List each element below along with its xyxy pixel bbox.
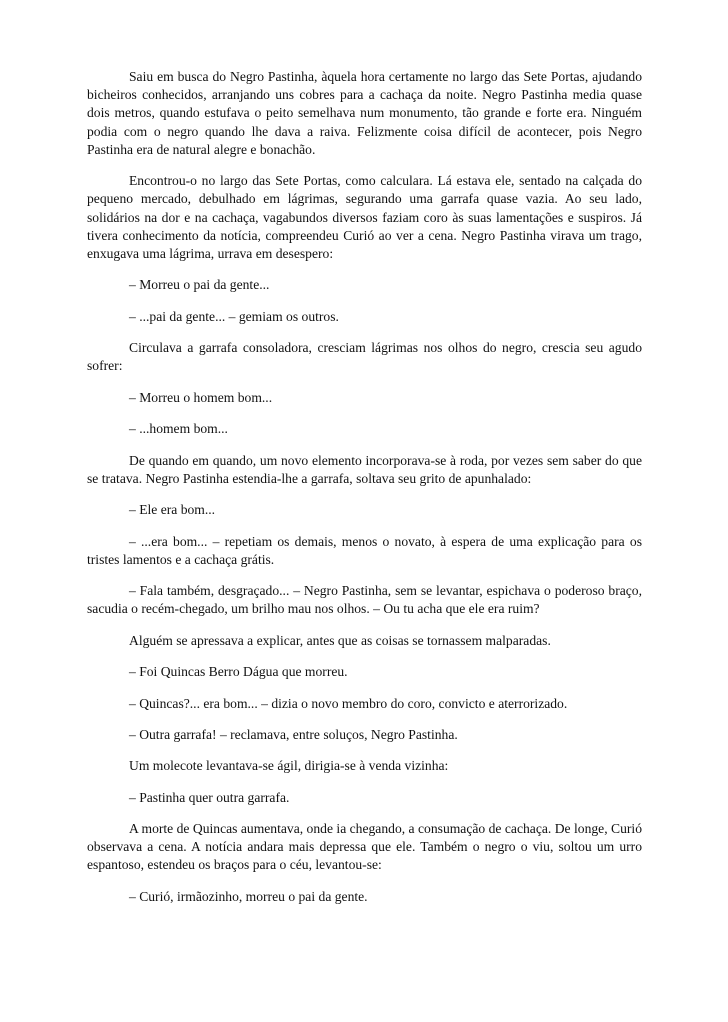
dialogue-line: – Fala também, desgraçado... – Negro Pastinha, sem se levantar, espichava o poderoso braço, sacudia o recém-chegado, um brilho mau nos olhos. – Ou tu acha que ele era ruim? [87,583,642,617]
paragraph: Um molecote levantava-se ágil, dirigia-se à venda vizinha: [129,758,449,774]
document-page [87,68,642,906]
dialogue-line: – Morreu o homem bom... [129,389,273,405]
paragraph: A morte de Quincas aumentava, onde ia chegando, a consumação de cachaça. De longe, Curió observava a cena. A notícia andara mais depressa que ele. Também o negro o viu, soltou um urro espantoso, estendeu os braços para o céu, levantou-se: [87,821,642,873]
dialogue-line: – ...pai da gente... – gemiam os outros. [129,308,339,324]
paragraph: Saiu em busca do Negro Pastinha, àquela hora certamente no largo das Sete Portas, ajudando bicheiros conhecidos, arranjando uns cobres para a cachaça da noite. Negro Pastinha media quase dois metros, quando estufava o peito semelhava num monumento, tão grande e forte era. Ninguém podia com o negro quando lhe dava a raiva. Felizmente coisa difícil de acontecer, pois Negro Pastinha era de natural alegre e bonachão. [87,69,642,157]
dialogue-line: – Foi Quincas Berro Dágua que morreu. [129,664,348,680]
dialogue-line: – Outra garrafa! – reclamava, entre soluços, Negro Pastinha. [129,726,458,742]
paragraph: De quando em quando, um novo elemento incorporava-se à roda, por vezes sem saber do que se tratava. Negro Pastinha estendia-lhe a garrafa, soltava seu grito de apunhalado: [87,452,642,486]
dialogue-line: – Pastinha quer outra garrafa. [129,789,290,805]
dialogue-line: – ...era bom... – repetiam os demais, menos o novato, à espera de uma explicação para os tristes lamentos e a cachaça grátis. [87,533,642,567]
dialogue-line: – Ele era bom... [129,502,216,518]
paragraph: Alguém se apressava a explicar, antes que as coisas se tornassem malparadas. [129,632,551,648]
dialogue-line: – Curió, irmãozinho, morreu o pai da gente. [129,888,368,904]
dialogue-line: – Morreu o pai da gente... [129,277,270,293]
dialogue-line: – Quincas?... era bom... – dizia o novo membro do coro, convicto e aterrorizado. [129,695,568,711]
paragraph: Circulava a garrafa consoladora, cresciam lágrimas nos olhos do negro, crescia seu agudo sofrer: [87,340,642,374]
dialogue-line: – ...homem bom... [129,421,228,437]
paragraph: Encontrou-o no largo das Sete Portas, como calculara. Lá estava ele, sentado na calçada do pequeno mercado, debulhado em lágrimas, segurando uma garrafa quase vazia. Ao seu lado, solidários na dor e na cachaça, vagabundos diversos faziam coro às suas lamentações e suspiros. Já tivera conhecimento da notícia, compreendeu Curió ao ver a cena. Negro Pastinha virava um trago, enxugava uma lágrima, urrava em desespero: [87,173,642,262]
